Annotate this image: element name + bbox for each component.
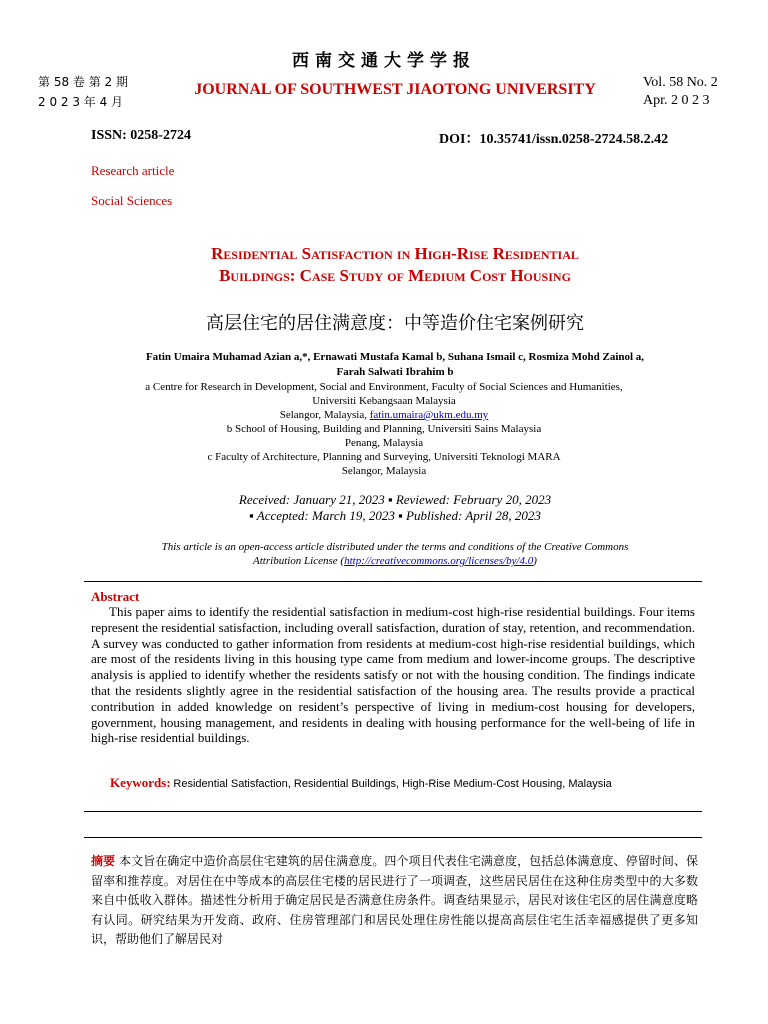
authors-line-2: Farah Salwati Ibrahim b — [336, 366, 454, 378]
divider-top — [84, 581, 702, 582]
date-cn-line: 2 0 2 3 年 4 月 — [38, 95, 124, 109]
abstract-body: This paper aims to identify the residential satisfaction in medium-cost high-rise residential buildings. Four items represent the residential satisfaction, including overall satisfaction, duration of stay, retention, and recommendation. A survey was conducted to gather information from residents at medium-cost high-rise residential buildings, which are most of the residents living in this housing type came from medium and lower-income groups. The descriptive analysis is applied to identify whether the residents satisfy or not with the housing condition. The findings indicate that the residents slightly agree in the residential satisfaction of the housing area. The results provide a practical contribution in added knowledge on resident’s perspective of living in medium-cost housing for developers, government, housing management, and residents in dealing with housing performance for the well-being of life in high-rise residential buildings. — [91, 604, 695, 746]
divider-bottom — [84, 837, 702, 838]
journal-title-en: JOURNAL OF SOUTHWEST JIAOTONG UNIVERSITY — [194, 81, 596, 98]
journal-title-cn: 西南交通大学学报 — [292, 51, 476, 71]
date-en-line: Apr. 2 0 2 3 — [643, 93, 710, 108]
license-suffix: ) — [533, 555, 537, 567]
keywords — [110, 775, 612, 791]
affiliation-b-line: Penang, Malaysia — [344, 437, 424, 449]
affiliation-c-line: Selangor, Malaysia — [341, 465, 427, 477]
abstract-cn-text: 本文旨在确定中造价高层住宅建筑的居住满意度。四个项目代表住宅满意度，包括总体满意度、停留时间、保留率和推荐度。对居住在中等成本的高层住宅楼的居民进行了一项调查，这些居民居住在这种住房类型中的大多数来自中低收入群体。描述性分析用于确定居民是否满意住房条件。调查结果显示，居民对该住宅区的居住满意度略有认同。研究结果为开发商、政府、住房管理部门和居民处理住房性能以提高高层住宅生活幸福感提供了更多知识，帮助他们了解居民对 — [91, 854, 698, 946]
license-prefix: Attribution License ( — [253, 555, 345, 567]
license-line-1: This article is an open-access article distributed under the terms and conditions of the Creative Commons — [161, 541, 629, 553]
paper-title-cn: 高层住宅的居住满意度：中等造价住宅案例研究 — [206, 313, 584, 334]
affiliation-a-line: a Centre for Research in Development, Social and Environment, Faculty of Social Sciences and Humanities, — [145, 381, 623, 393]
article-type: Research article — [91, 163, 175, 178]
corresponding-email-link[interactable]: fatin.umaira@ukm.edu.my — [369, 409, 489, 421]
keywords-text: Residential Satisfaction, Residential Buildings, High-Rise Medium-Cost Housing, Malaysia — [173, 778, 612, 790]
keywords-label: Keywords: — [110, 775, 171, 790]
affiliation-location: Selangor, Malaysia, — [279, 409, 370, 421]
abstract-heading: Abstract — [91, 589, 140, 604]
title-en-line-2: Buildings: Case Study of Medium Cost Housing — [219, 266, 571, 285]
dates-line-1: Received: January 21, 2023 ▪ Reviewed: February 20, 2023 — [238, 492, 552, 507]
title-en-line-1: Residential Satisfaction in High-Rise Residential — [211, 244, 579, 263]
affiliation-a-line — [0, 408, 768, 422]
volume-cn-line: 第 58 卷 第 2 期 — [38, 75, 128, 89]
affiliation-b-line: b School of Housing, Building and Planning, Universiti Sains Malaysia — [226, 423, 542, 435]
affiliation-a-line: Universiti Kebangsaan Malaysia — [312, 395, 456, 407]
volume-info-en — [643, 74, 718, 110]
affiliations — [0, 380, 768, 478]
paper-title-en — [0, 243, 768, 287]
abstract-cn-label: 摘要 — [91, 854, 116, 868]
subject-area: Social Sciences — [91, 193, 173, 208]
license-line-2 — [0, 554, 768, 568]
volume-en-line: Vol. 58 No. 2 — [643, 75, 718, 90]
abstract-cn — [91, 852, 698, 950]
publication-dates — [0, 492, 768, 524]
author-list — [0, 350, 768, 380]
doi: DOI：10.35741/issn.0258-2724.58.2.42 — [439, 132, 669, 147]
affiliation-c-line: c Faculty of Architecture, Planning and Surveying, Universiti Teknologi MARA — [207, 451, 561, 463]
dates-line-2: ▪ Accepted: March 19, 2023 ▪ Published: April 28, 2023 — [249, 508, 541, 523]
license-notice — [0, 540, 768, 568]
issn: ISSN: 0258-2724 — [91, 128, 191, 143]
authors-line-1: Fatin Umaira Muhamad Azian a,*, Ernawati Mustafa Kamal b, Suhana Ismail c, Rosmiza Mohd Zainol a, — [145, 351, 645, 363]
divider-middle — [84, 811, 702, 812]
license-link[interactable]: http://creativecommons.org/licenses/by/4.0 — [344, 555, 534, 567]
